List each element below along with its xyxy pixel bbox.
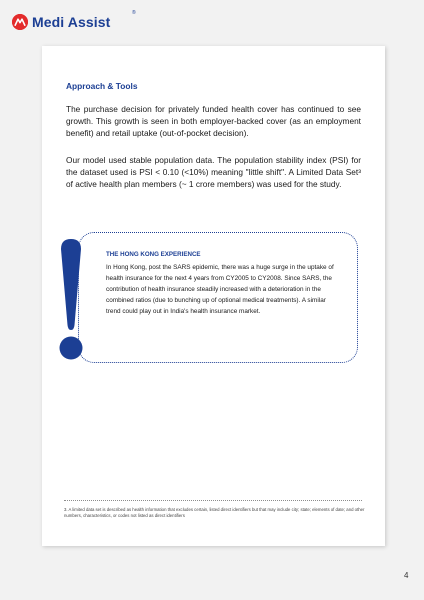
registered-mark: ® [132, 10, 136, 16]
page-number: 4 [404, 571, 409, 580]
section-title: Approach & Tools [66, 81, 138, 91]
paragraph-growth: The purchase decision for privately funded health cover has continued to see growth. This growth is seen in both employer-backed cover (as an employment benefit) and retail uptake (out-of-pocket decision). [66, 104, 361, 138]
paragraph-model: Our model used stable population data. The population stability index (PSI) for the dataset used is PSI < 0.10 (<10%) meaning "little shift". A Limited Data Set³ of active health plan members (~ 1 crore members) was used for the study. [66, 155, 361, 189]
callout-title: THE HONG KONG EXPERIENCE [106, 251, 201, 258]
footnote-divider [64, 500, 362, 501]
medi-assist-logo-icon [12, 14, 28, 30]
brand-name: Medi Assist [32, 14, 111, 30]
brand-logo [12, 10, 136, 30]
footnote: 3. A limited data set is described as health information that excludes certain, listed direct identifiers but that may include city; state; elements of date; and other numbers, characteristics, or codes not listed as direct identifiers [64, 507, 365, 519]
document-page [42, 46, 385, 546]
exclamation-icon [58, 239, 84, 361]
callout-body: In Hong Kong, post the SARS epidemic, there was a huge surge in the uptake of health insurance for the next 4 years from CY2005 to CY2008. Since SARS, the contribution of health insurance steadily increased with a deterioration in the combined ratios (due to bunching up of optional medical treatments). A similar trend could play out in India's health insurance market. [106, 264, 334, 315]
